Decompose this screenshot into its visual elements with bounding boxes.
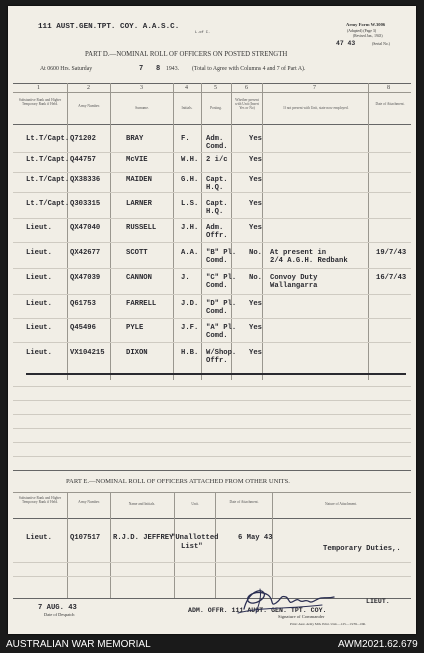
- signature-label: Signature of Commander: [278, 614, 325, 619]
- posting-cell-line-2: Offr.: [206, 357, 228, 365]
- row-separator: [13, 152, 411, 153]
- column-number: 5: [214, 85, 217, 91]
- printer-imprint: Print: Aust. Army Mth. Print. Unit.—125—13/39—DR.: [290, 622, 366, 626]
- present-cell: Yes: [249, 224, 262, 232]
- attached-unit-line-2: List": [181, 543, 203, 551]
- rank-cell: Lieut.: [26, 300, 52, 308]
- surname-cell: BRAY: [126, 135, 144, 143]
- posting-cell: Adm.: [206, 135, 224, 143]
- surname-cell: SCOTT: [126, 249, 148, 257]
- row-separator: [13, 192, 411, 193]
- row-separator: [13, 268, 411, 269]
- column-header: If not present with Unit, state now employed.: [283, 106, 349, 110]
- posting-cell-line-2: Comd.: [206, 308, 228, 316]
- signatory-rank: LIEUT.: [366, 598, 390, 605]
- column-number: 7: [313, 85, 316, 91]
- initials-cell: J.F.: [181, 324, 199, 332]
- serial-number-value: 47 43: [336, 40, 356, 47]
- col-divider: [67, 492, 68, 598]
- handwritten-signature: [230, 583, 360, 617]
- part-e-column-header: Name and Initials.: [128, 502, 156, 506]
- employment-cell: At present in: [270, 249, 327, 257]
- present-cell: No.: [249, 274, 262, 282]
- blank-row-rule: [13, 386, 411, 387]
- posting-cell-line-2: Comd.: [206, 257, 228, 265]
- initials-cell: G.H.: [181, 176, 199, 184]
- report-day: 7: [139, 65, 144, 73]
- table-top-border: [13, 83, 411, 84]
- present-cell: Yes: [249, 324, 262, 332]
- posting-cell-line-2: H.Q.: [206, 208, 224, 216]
- posting-cell: W/Shop.: [206, 349, 237, 357]
- present-cell: Yes: [249, 135, 262, 143]
- surname-cell: DIXON: [126, 349, 148, 357]
- rank-cell: Lt.T/Capt.: [26, 176, 70, 184]
- blank-row-rule: [13, 576, 411, 577]
- row-separator: [13, 242, 411, 243]
- posting-cell: Capt.: [206, 200, 228, 208]
- army-number-cell: QX38336: [70, 176, 101, 184]
- column-header: Army Number.: [78, 104, 100, 108]
- initials-cell: J.: [181, 274, 190, 282]
- column-header: Posting.: [210, 106, 222, 110]
- attached-rank: Lieut.: [26, 534, 52, 542]
- column-number: 8: [387, 85, 390, 91]
- surname-cell: FARRELL: [126, 300, 157, 308]
- attached-name: R.J.D. JEFFREY: [113, 534, 174, 542]
- attachment-date-cell: 16/7/43: [376, 274, 407, 282]
- row-separator: [13, 342, 411, 343]
- present-cell: Yes: [249, 156, 262, 164]
- present-cell: No.: [249, 249, 262, 257]
- blank-row-rule: [13, 400, 411, 401]
- army-number-cell: QX47040: [70, 224, 101, 232]
- dispatch-date-label: Date of Despatch: [44, 612, 75, 617]
- rank-cell: Lt.T/Capt.: [26, 156, 70, 164]
- col-divider: [110, 83, 111, 380]
- col-divider: [201, 83, 202, 380]
- army-number-cell: QX42677: [70, 249, 101, 257]
- blank-row-rule: [13, 442, 411, 443]
- posting-cell: "B" Pl.: [206, 249, 237, 257]
- posting-cell-line-2: Comd.: [206, 143, 228, 151]
- army-number-cell: QX47039: [70, 274, 101, 282]
- posting-cell: 2 i/c: [206, 156, 228, 164]
- row-separator: [13, 294, 411, 295]
- attached-unit-line-1: "Unallotted: [171, 534, 219, 542]
- serial-number-label: (Serial No.): [372, 42, 390, 46]
- rank-cell: Lieut.: [26, 274, 52, 282]
- initials-cell: H.B.: [181, 349, 199, 357]
- blank-row-rule: [13, 428, 411, 429]
- attachment-date-cell: 19/7/43: [376, 249, 407, 257]
- attached-army-number: Q107517: [70, 534, 101, 542]
- rank-cell: Lt.T/Capt.: [26, 200, 70, 208]
- col-divider: [231, 83, 232, 380]
- col-divider: [67, 83, 68, 380]
- column-number: 1: [37, 85, 40, 91]
- row-separator: [13, 318, 411, 319]
- employment-cell-line-2: Wallangarra: [270, 282, 318, 290]
- part-e-column-header: Unit.: [191, 502, 199, 506]
- signature-block: ADM. OFFR. 111 AUST. GEN. TPT. COY.: [188, 607, 327, 614]
- surname-cell: LARNER: [126, 200, 152, 208]
- column-header: Substantive Rank and Higher Temporary Rank if Held.: [18, 98, 62, 107]
- surname-cell: McVIE: [126, 156, 148, 164]
- blank-row-rule: [13, 414, 411, 415]
- header-bottom-border: [13, 124, 411, 125]
- colnum-divider: [13, 92, 411, 93]
- col-divider: [174, 492, 175, 598]
- form-revised-note: (Revised Jan., 1943): [353, 34, 383, 38]
- rank-cell: Lieut.: [26, 224, 52, 232]
- initials-cell: L.S.: [181, 200, 199, 208]
- part-e-column-header: Nature of Attachment.: [324, 502, 358, 506]
- part-d-title: PART D.—NOMINAL ROLL OF OFFICERS ON POSTED STRENGTH: [85, 51, 288, 58]
- army-number-cell: Q71202: [70, 135, 96, 143]
- col-divider: [262, 83, 263, 380]
- column-header: Date of Attachment.: [375, 102, 405, 106]
- rank-cell: Lieut.: [26, 249, 52, 257]
- posting-cell-line-2: Comd.: [206, 282, 228, 290]
- employment-cell-line-2: 2/4 A.G.H. Redbank: [270, 257, 348, 265]
- army-number-cell: Q61753: [70, 300, 96, 308]
- present-cell: Yes: [249, 200, 262, 208]
- report-year: 1943.: [166, 66, 180, 72]
- report-month: 8: [156, 65, 161, 73]
- part-e-column-header: Date of Attachment.: [229, 500, 259, 504]
- employment-cell: Convoy Duty: [270, 274, 318, 282]
- army-form-number: Army Form W.3006: [346, 22, 386, 27]
- initials-cell: W.H.: [181, 156, 199, 164]
- present-cell: Yes: [249, 176, 262, 184]
- army-number-cell: Q303315: [70, 200, 101, 208]
- unit-heading: 111 AUST.GEN.TPT. COY. A.A.S.C.: [38, 23, 180, 31]
- rank-cell: Lieut.: [26, 349, 52, 357]
- end-of-list-rule: [26, 373, 406, 375]
- row-separator: [13, 218, 411, 219]
- archive-reference: AWM2021.62.679: [338, 639, 418, 650]
- posting-cell: "A" Pl.: [206, 324, 237, 332]
- attached-date: 6 May 43: [238, 534, 273, 542]
- initials-cell: J.D.: [181, 300, 199, 308]
- column-number: 6: [245, 85, 248, 91]
- column-header: Whether present with Unit (Insert Yes or No): [235, 98, 259, 111]
- column-number: 3: [140, 85, 143, 91]
- part-e-column-header: Substantive Rank and Higher Temporary Rank if Held.: [18, 496, 62, 505]
- present-cell: Yes: [249, 349, 262, 357]
- blank-row-rule: [13, 456, 411, 457]
- col-divider: [368, 83, 369, 380]
- part-e-header-top: [13, 492, 411, 493]
- posting-cell-line-2: Offr.: [206, 232, 228, 240]
- total-note: (Total to Agree with Columns 4 and 7 of Part A).: [192, 66, 306, 72]
- report-time-text: At 0600 Hrs. Saturday: [40, 66, 93, 72]
- blank-row-rule: [13, 562, 411, 563]
- posting-cell: Capt.: [206, 176, 228, 184]
- column-number: 2: [87, 85, 90, 91]
- rank-cell: Lt.T/Capt.: [26, 135, 70, 143]
- surname-cell: RUSSELL: [126, 224, 157, 232]
- archive-name: AUSTRALIAN WAR MEMORIAL: [6, 639, 151, 650]
- dispatch-date: 7 AUG. 43: [38, 604, 77, 612]
- part-e-top-border: [13, 470, 411, 471]
- col-divider: [173, 83, 174, 380]
- attached-nature: Temporary Duties,.: [323, 545, 401, 553]
- form-page: [8, 6, 416, 634]
- posting-cell-line-2: Comd.: [206, 332, 228, 340]
- surname-cell: CANNON: [126, 274, 152, 282]
- initials-cell: A.A.: [181, 249, 199, 257]
- posting-cell: "C" Pl.: [206, 274, 237, 282]
- column-number: 4: [185, 85, 188, 91]
- army-number-cell: Q44757: [70, 156, 96, 164]
- part-e-column-header: Army Number.: [78, 500, 100, 504]
- archive-caption: [0, 638, 424, 653]
- column-header: Surname.: [135, 106, 149, 110]
- column-header: Initials.: [181, 106, 193, 110]
- col-divider: [110, 492, 111, 598]
- unit-sub-heading: L.of C.: [195, 31, 211, 35]
- posting-cell: "D" Pl.: [206, 300, 237, 308]
- row-separator: [13, 172, 411, 173]
- initials-cell: J.H.: [181, 224, 199, 232]
- surname-cell: MAIDEN: [126, 176, 152, 184]
- part-e-header-bottom: [13, 518, 411, 519]
- surname-cell: PYLE: [126, 324, 144, 332]
- posting-cell: Adm.: [206, 224, 224, 232]
- posting-cell-line-2: H.Q.: [206, 184, 224, 192]
- army-number-cell: VX104215: [70, 349, 105, 357]
- army-number-cell: Q45496: [70, 324, 96, 332]
- rank-cell: Lieut.: [26, 324, 52, 332]
- part-e-title: PART E.—NOMINAL ROLL OF OFFICERS ATTACHED FROM OTHER UNITS.: [66, 478, 290, 485]
- form-adapted-note: (Adapted) (Page 3): [347, 29, 377, 33]
- present-cell: Yes: [249, 300, 262, 308]
- initials-cell: F.: [181, 135, 190, 143]
- col-divider: [215, 492, 216, 598]
